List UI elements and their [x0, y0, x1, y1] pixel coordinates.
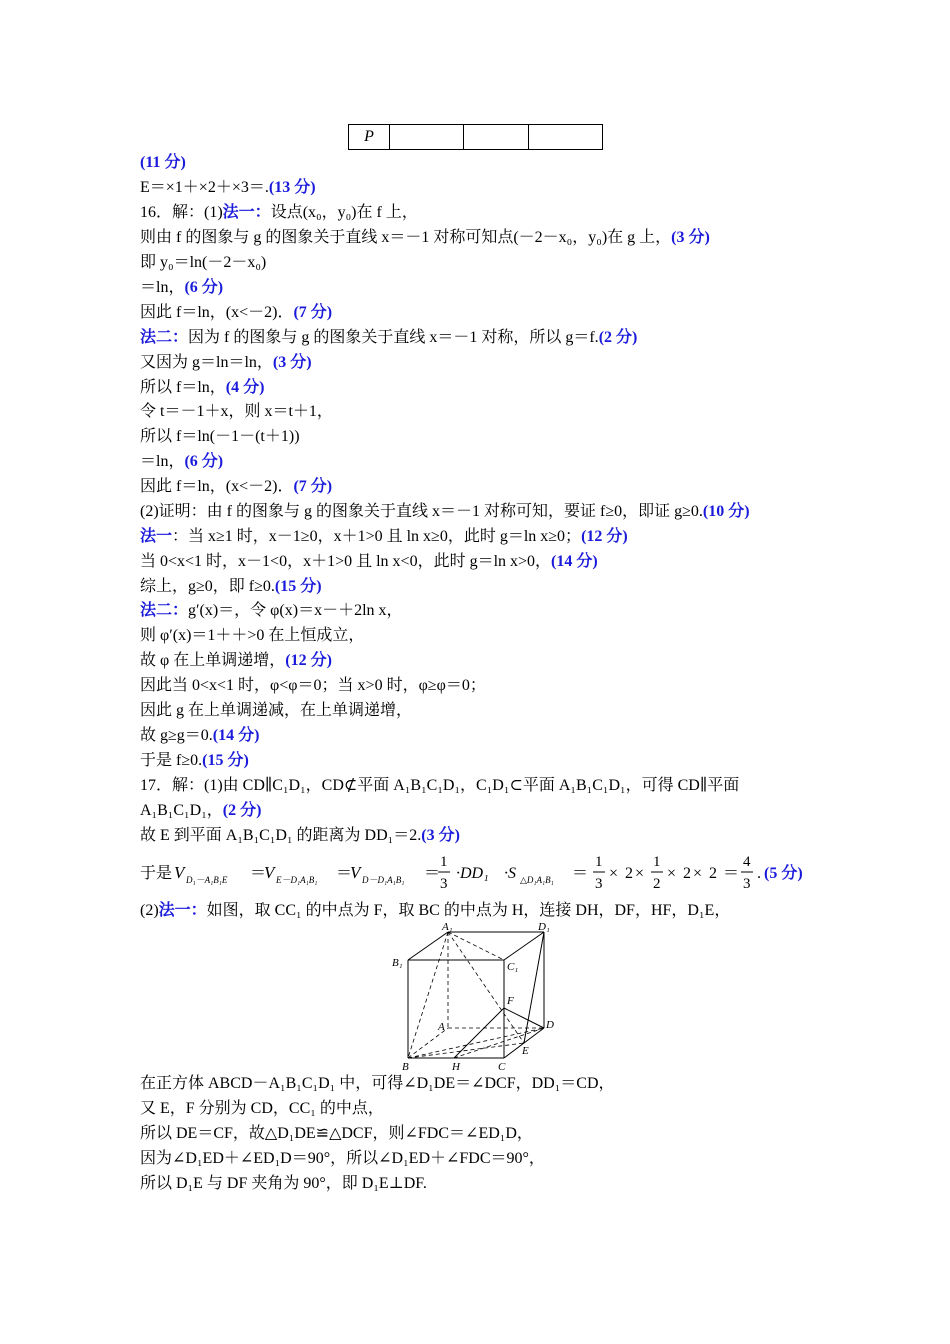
text-segment: (2): [140, 902, 159, 919]
text-line: [140, 527, 628, 547]
distribution-table: [348, 124, 603, 150]
formula-s: ·S: [504, 865, 516, 882]
label-h: H: [452, 1061, 460, 1073]
score-marker: 法一：: [158, 902, 207, 919]
label-d1: D₁: [538, 921, 550, 933]
text-line: [140, 826, 460, 846]
cube-hidden-edges: [408, 932, 544, 1058]
text-line: [140, 1074, 615, 1094]
score-marker: (12 分): [581, 528, 628, 545]
text-line: [140, 278, 223, 298]
label-c: C: [498, 1061, 506, 1073]
formula-sub3: D－D₁A₁B₁: [362, 875, 405, 885]
text-segment: 因此 f＝ln，(x<－2)．: [140, 478, 294, 495]
frac4-den: 3: [743, 876, 751, 892]
text-segment: 又 E，F 分别为 CD，CC₁ 的中点，: [140, 1100, 384, 1117]
formula-ssub: △D₁A₁B₁: [520, 875, 554, 885]
text-segment: 16．解：(1): [140, 204, 223, 221]
score-marker: (6 分): [184, 279, 224, 296]
text-segment: (2)证明：由 f 的图象与 g 的图象关于直线 x＝－1 对称可知，要证 f≥0，即证 g≥0.: [140, 503, 703, 520]
table-cell: [464, 125, 529, 150]
label-e: E: [522, 1045, 529, 1057]
formula-v2: V: [264, 863, 275, 882]
text-segment: 即 y₀＝ln(－2－x₀): [140, 254, 267, 271]
text-line: [140, 178, 316, 198]
formula-eq: ＝: [250, 865, 267, 882]
text-segment: 令 t＝－1＋x，则 x＝t＋1，: [140, 403, 333, 420]
formula-two: 2: [625, 865, 633, 882]
text-segment: 则 φ′(x)＝1＋＋>0 在上恒成立，: [140, 627, 365, 644]
score-marker: 法二：: [140, 602, 189, 619]
text-segment: 所以 DE＝CF，故△D₁DE≌△DCF，则∠FDC＝∠ED₁D，: [140, 1125, 533, 1142]
text-segment: 故 g≥g＝0.: [140, 727, 213, 744]
frac4-num: 4: [743, 854, 751, 870]
text-segment: 因此 g 在上单调递减，在上单调递增，: [140, 702, 413, 719]
formula-eq: ＝: [572, 865, 589, 882]
text-segment: 故 φ 在上单调递增，: [140, 652, 286, 669]
text-line: [140, 1099, 384, 1119]
formula-v1: V: [174, 863, 185, 882]
table-row-label: P: [349, 125, 390, 150]
text-segment: 所以 f＝ln，: [140, 379, 226, 396]
text-line: [140, 1174, 427, 1194]
label-d: D: [546, 1019, 554, 1031]
text-line: [140, 626, 364, 646]
text-segment: ＝ln，: [140, 279, 185, 296]
frac3-num: 1: [653, 854, 661, 870]
label-a: A: [438, 1021, 445, 1033]
formula-score: (5 分): [764, 865, 803, 882]
score-marker: (4 分): [225, 379, 265, 396]
text-segment: 因此当 0<x<1 时，φ<φ＝0；当 x>0 时，φ≥φ＝0；: [140, 677, 486, 694]
text-line: [140, 153, 186, 173]
formula-eq: ＝: [336, 865, 353, 882]
text-segment: ：当 x≥1 时，x－1≥0，x＋1>0 且 ln x≥0，此时 g＝ln x≥0；: [172, 528, 582, 545]
formula-two: 2: [709, 865, 717, 882]
formula-times: ×: [667, 865, 677, 882]
table-cell: [390, 125, 464, 150]
score-marker: (14 分): [551, 553, 598, 570]
text-segment: 设点(x₀，y₀)在 f 上，: [270, 204, 418, 221]
text-line: [140, 353, 312, 373]
score-marker: (3 分): [671, 229, 710, 246]
frac1-num: 1: [440, 854, 448, 870]
score-marker: (2 分): [598, 329, 638, 346]
frac2-den: 3: [595, 876, 603, 892]
text-segment: 所以 D₁E 与 DF 夹角为 90°，即 D₁E⊥DF.: [140, 1175, 427, 1192]
score-marker: (6 分): [184, 453, 224, 470]
score-marker: (15 分): [274, 578, 322, 595]
label-b1: B₁: [392, 957, 403, 969]
text-line: [140, 1124, 533, 1144]
label-f: F: [507, 995, 514, 1007]
text-line: [140, 502, 750, 522]
formula-two: 2: [683, 865, 691, 882]
formula-dd1: ·DD₁: [456, 865, 489, 882]
score-marker: (7 分): [293, 304, 333, 321]
text-line: [140, 228, 710, 248]
text-segment: 综上，g≥0，即 f≥0.: [140, 578, 275, 595]
score-marker: 法一：: [222, 204, 271, 221]
score-marker: (3 分): [272, 354, 312, 371]
score-marker: (13 分): [268, 179, 316, 196]
text-segment: 当 0<x<1 时，x－1<0，x＋1>0 且 ln x<0，此时 g＝ln x>0，: [140, 553, 552, 570]
text-line: [140, 378, 264, 398]
formula-v3: V: [350, 863, 361, 882]
score-marker: (3 分): [421, 827, 460, 844]
text-line: [140, 601, 403, 621]
text-segment: 在正方体 ABCD－A₁B₁C₁D₁ 中，可得∠D₁DE＝∠DCF，DD₁＝CD，: [140, 1075, 615, 1092]
text-line: [140, 253, 266, 273]
label-a1: A₁: [442, 921, 453, 933]
frac2-num: 1: [595, 854, 603, 870]
text-segment: ＝ln，: [140, 453, 185, 470]
table-cell: [529, 125, 603, 150]
formula-times: ×: [609, 865, 619, 882]
text-line: [140, 651, 332, 671]
formula-sub2: E－D₁A₁B₁: [276, 875, 318, 885]
score-marker: 法一: [140, 528, 173, 545]
text-segment: A₁B₁C₁D₁，: [140, 802, 223, 819]
text-line: [140, 776, 739, 796]
text-segment: 如图，取 CC₁ 的中点为 F，取 BC 的中点为 H，连接 DH，DF，HF，D₁E，: [206, 902, 731, 919]
score-marker: 法二：: [140, 329, 189, 346]
text-segment: 则由 f 的图象与 g 的图象关于直线 x＝－1 对称可知点(－2－x₀，y₀)在 g 上，: [140, 229, 672, 246]
score-marker: (2 分): [222, 802, 262, 819]
text-line: [140, 676, 486, 696]
text-segment: g′(x)＝，令 φ(x)＝x－＋2ln x，: [188, 602, 403, 619]
text-line: [140, 801, 261, 821]
text-line: [140, 726, 259, 746]
text-line: [140, 701, 412, 721]
text-line: [140, 303, 332, 323]
frac1-den: 3: [440, 876, 448, 892]
volume-formula: [140, 850, 820, 894]
text-segment: 17．解：(1)由 CD∥C₁D₁，CD⊄平面 A₁B₁C₁D₁，C₁D₁⊂平面 A₁B₁C₁D₁，可得 CD∥平面: [140, 777, 740, 794]
text-line: [140, 402, 333, 422]
text-line: [140, 1149, 545, 1169]
label-b: B: [402, 1061, 409, 1073]
score-marker: (10 分): [702, 503, 750, 520]
text-segment: E＝×1＋×2＋×3＝.: [140, 179, 269, 196]
text-line: [140, 577, 322, 597]
formula-eq: ＝: [723, 865, 740, 882]
text-segment: 于是 f≥0.: [140, 752, 203, 769]
text-segment: 因此 f＝ln，(x<－2)．: [140, 304, 294, 321]
text-segment: 又因为 g＝ln＝ln，: [140, 354, 273, 371]
text-line: [140, 751, 249, 771]
text-line: [140, 452, 223, 472]
text-segment: 所以 f＝ln(－1－(t＋1)): [140, 428, 300, 445]
text-line: [140, 203, 418, 223]
text-segment: 因为∠D₁ED＋∠ED₁D＝90°，所以∠D₁ED＋∠FDC＝90°，: [140, 1150, 545, 1167]
score-marker: (15 分): [202, 752, 249, 769]
formula-prefix: 于是: [140, 865, 173, 882]
formula-times: ×: [635, 865, 645, 882]
score-marker: (12 分): [285, 652, 332, 669]
score-marker: (11 分): [140, 154, 186, 171]
text-line: [140, 328, 637, 348]
frac3-den: 2: [653, 876, 661, 892]
text-line: [140, 477, 332, 497]
formula-times: ×: [693, 865, 703, 882]
score-marker: (7 分): [293, 478, 333, 495]
formula-end: .: [757, 865, 761, 882]
text-segment: 故 E 到平面 A₁B₁C₁D₁ 的距离为 DD₁＝2.: [140, 827, 422, 844]
formula-eq: ＝: [424, 865, 441, 882]
text-segment: 因为 f 的图象与 g 的图象关于直线 x＝－1 对称，所以 g＝f.: [188, 329, 599, 346]
cube-figure: [388, 918, 568, 1074]
score-marker: (14 分): [212, 727, 260, 744]
text-line: [140, 552, 598, 572]
text-line: [140, 427, 300, 447]
label-c1: C₁: [507, 961, 519, 973]
formula-sub1: D₁－A₁B₁E: [186, 875, 228, 885]
